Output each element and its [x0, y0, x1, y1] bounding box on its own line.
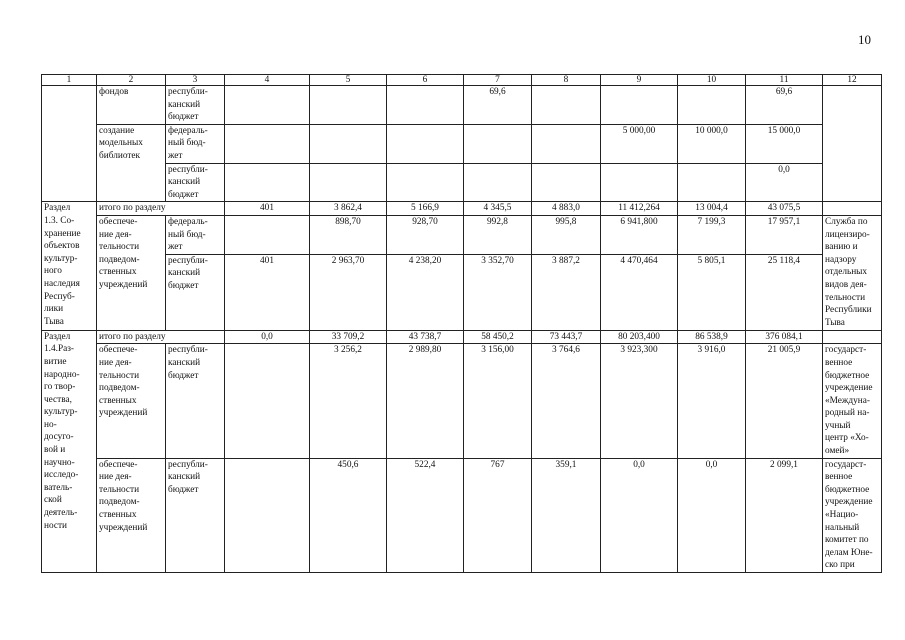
- value-cell: 4 883,0: [532, 202, 601, 216]
- value-cell: 6 941,800: [601, 215, 678, 254]
- header-cell: 2: [97, 75, 166, 86]
- header-cell: 5: [310, 75, 387, 86]
- activity-cell: фондов: [97, 86, 166, 125]
- value-cell: [678, 163, 746, 202]
- table-row: [42, 124, 882, 163]
- section-label: Раздел 1.3. Со- хранение объектов культур- ного наследия Респуб- лики Тыва: [42, 202, 97, 330]
- value-cell: 69,6: [464, 86, 532, 125]
- value-cell: [464, 163, 532, 202]
- activity-cell: обеспече- ние дея- тельности подведом- ственных учреждений: [97, 344, 166, 458]
- header-cell: 1: [42, 75, 97, 86]
- budget-source-cell: республи- канский бюджет: [166, 163, 225, 202]
- header-row: [42, 75, 882, 86]
- table-row: [42, 163, 882, 202]
- value-cell: 0,0: [225, 330, 310, 344]
- value-cell: [225, 344, 310, 458]
- value-cell: [601, 86, 678, 125]
- value-cell: [225, 86, 310, 125]
- executor-cell: [823, 202, 882, 216]
- value-cell: 3 764,6: [532, 344, 601, 458]
- header-cell: 6: [387, 75, 464, 86]
- header-cell: 8: [532, 75, 601, 86]
- budget-source-cell: республи- канский бюджет: [166, 86, 225, 125]
- value-cell: 15 000,0: [746, 124, 823, 163]
- executor-cell: государст- венное бюджетное учреждение «Нацио- нальный комитет по делам Юне- ско при: [823, 458, 882, 572]
- section-total-label: итого по разделу: [97, 202, 225, 216]
- executor-cell: [823, 86, 882, 202]
- value-cell: 522,4: [387, 458, 464, 572]
- header-cell: 4: [225, 75, 310, 86]
- value-cell: 928,70: [387, 215, 464, 254]
- value-cell: 7 199,3: [678, 215, 746, 254]
- value-cell: 3 916,0: [678, 344, 746, 458]
- value-cell: [464, 124, 532, 163]
- value-cell: 995,8: [532, 215, 601, 254]
- budget-source-cell: федераль- ный бюд- жет: [166, 124, 225, 163]
- value-cell: 992,8: [464, 215, 532, 254]
- value-cell: [310, 86, 387, 125]
- value-cell: 5 000,00: [601, 124, 678, 163]
- value-cell: 2 963,70: [310, 254, 387, 330]
- header-cell: 7: [464, 75, 532, 86]
- value-cell: 17 957,1: [746, 215, 823, 254]
- value-cell: [225, 458, 310, 572]
- value-cell: 25 118,4: [746, 254, 823, 330]
- value-cell: 0,0: [601, 458, 678, 572]
- header-cell: 11: [746, 75, 823, 86]
- value-cell: [532, 86, 601, 125]
- budget-source-cell: республи- канский бюджет: [166, 458, 225, 572]
- value-cell: 898,70: [310, 215, 387, 254]
- executor-cell: государст- венное бюджетное учреждение «Междуна- родный на- учный центр «Хо- омей»: [823, 344, 882, 458]
- budget-source-cell: республи- канский бюджет: [166, 344, 225, 458]
- header-cell: 3: [166, 75, 225, 86]
- value-cell: 767: [464, 458, 532, 572]
- executor-cell: Служба по лицензиро- ванию и надзору отдельных видов дея- тельности Республики Тыва: [823, 215, 882, 330]
- executor-cell: [823, 330, 882, 344]
- value-cell: 3 887,2: [532, 254, 601, 330]
- value-cell: 3 923,300: [601, 344, 678, 458]
- value-cell: 3 156,00: [464, 344, 532, 458]
- value-cell: 80 203,400: [601, 330, 678, 344]
- value-cell: 376 084,1: [746, 330, 823, 344]
- section-total-label: итого по разделу: [97, 330, 225, 344]
- activity-cell: обеспече- ние дея- тельности подведом- ственных учреждений: [97, 458, 166, 572]
- value-cell: 5 166,9: [387, 202, 464, 216]
- value-cell: 86 538,9: [678, 330, 746, 344]
- value-cell: [532, 124, 601, 163]
- header-cell: 10: [678, 75, 746, 86]
- activity-cell: обеспече- ние дея- тельности подведом- ственных учреждений: [97, 215, 166, 330]
- value-cell: [678, 86, 746, 125]
- budget-source-cell: республи- канский бюджет: [166, 254, 225, 330]
- section-label: Раздел 1.4.Раз- витие народно- го твор- чества, культур- но- досуго- вой и научно- исследо- ватель- ской деятель- ности: [42, 330, 97, 572]
- table-row: [42, 254, 882, 330]
- value-cell: 69,6: [746, 86, 823, 125]
- value-cell: 5 805,1: [678, 254, 746, 330]
- budget-table: [41, 74, 882, 573]
- value-cell: [225, 124, 310, 163]
- value-cell: 0,0: [746, 163, 823, 202]
- value-cell: 4 470,464: [601, 254, 678, 330]
- header-cell: 12: [823, 75, 882, 86]
- value-cell: 450,6: [310, 458, 387, 572]
- value-cell: 3 256,2: [310, 344, 387, 458]
- value-cell: 0,0: [678, 458, 746, 572]
- value-cell: 58 450,2: [464, 330, 532, 344]
- value-cell: 13 004,4: [678, 202, 746, 216]
- table-row: [42, 86, 882, 125]
- value-cell: [225, 215, 310, 254]
- table-row: [42, 458, 882, 572]
- value-cell: 11 412,264: [601, 202, 678, 216]
- section-total-row: [42, 202, 882, 216]
- page-number: 10: [858, 32, 871, 47]
- value-cell: 401: [225, 254, 310, 330]
- value-cell: [225, 163, 310, 202]
- empty-cell: [42, 86, 97, 202]
- value-cell: 359,1: [532, 458, 601, 572]
- value-cell: 2 099,1: [746, 458, 823, 572]
- value-cell: 10 000,0: [678, 124, 746, 163]
- budget-source-cell: федераль- ный бюд- жет: [166, 215, 225, 254]
- value-cell: [387, 163, 464, 202]
- header-cell: 9: [601, 75, 678, 86]
- value-cell: 2 989,80: [387, 344, 464, 458]
- value-cell: 3 862,4: [310, 202, 387, 216]
- value-cell: 21 005,9: [746, 344, 823, 458]
- table-row: [42, 344, 882, 458]
- value-cell: [387, 124, 464, 163]
- value-cell: [532, 163, 601, 202]
- value-cell: [310, 163, 387, 202]
- activity-cell: создание модельных библиотек: [97, 124, 166, 202]
- table-row: [42, 215, 882, 254]
- value-cell: [387, 86, 464, 125]
- value-cell: 4 238,20: [387, 254, 464, 330]
- value-cell: 33 709,2: [310, 330, 387, 344]
- value-cell: 3 352,70: [464, 254, 532, 330]
- value-cell: 73 443,7: [532, 330, 601, 344]
- value-cell: [601, 163, 678, 202]
- value-cell: 43 075,5: [746, 202, 823, 216]
- section-total-row: [42, 330, 882, 344]
- value-cell: 43 738,7: [387, 330, 464, 344]
- value-cell: 401: [225, 202, 310, 216]
- value-cell: 4 345,5: [464, 202, 532, 216]
- value-cell: [310, 124, 387, 163]
